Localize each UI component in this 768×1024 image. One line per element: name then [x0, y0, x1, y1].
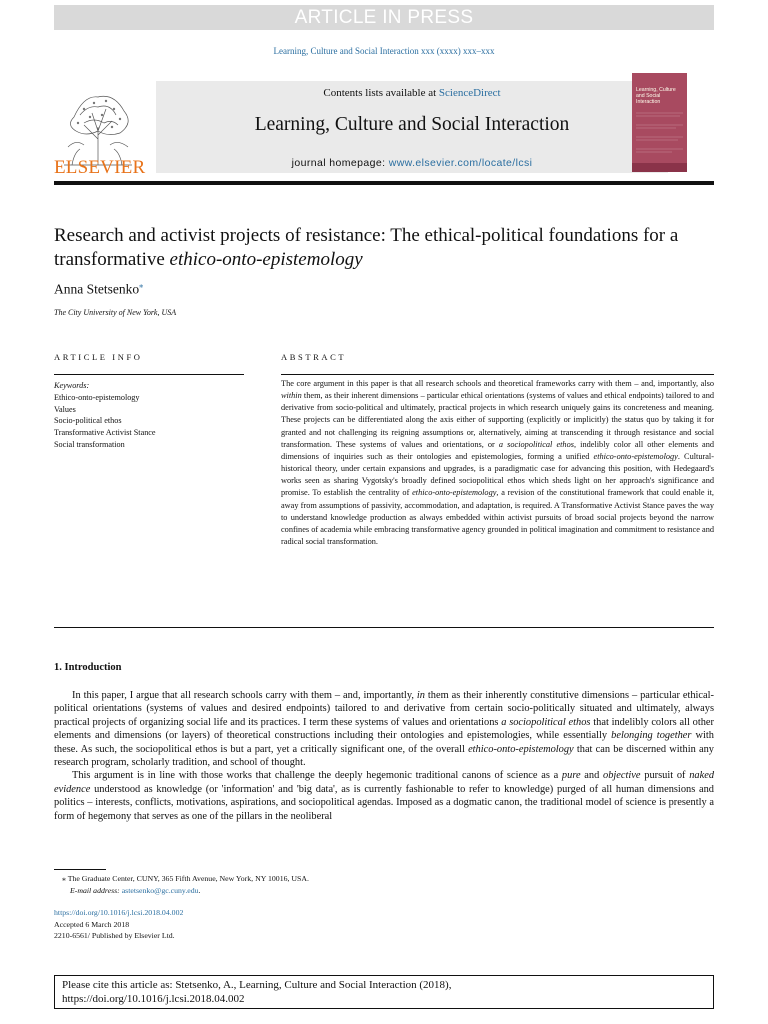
abstract-segment-text: them, as their inherent dimensions – particular ethical orientations (systems of values and ethical endpoints) tailored to and derivative from socio-political and ultimately, practical projects in which research uniquely gains its concreteness and meaning. These projects can be differentiated along the axis either of supporting (explicitly or implicitly) the status quo by taking it for granted and not challenging its reigning assumptions or, alternatively, aiming at transcending it through resistance and social transformation. These systems of values and orientations, or: [281, 391, 714, 449]
article-info-rule: [54, 374, 244, 375]
introduction-paragraph: [54, 769, 714, 823]
introduction-segment-italic: naked evidence: [54, 770, 715, 795]
contents-prefix: Contents lists available at: [323, 87, 439, 99]
introduction-segment-italic: objective: [603, 770, 641, 782]
introduction-segment-text: and: [580, 770, 604, 782]
introduction-paragraph: [54, 689, 714, 769]
article-title-main: Research and activist projects of resistance: The ethical-political foundations for a transformative: [54, 225, 679, 270]
journal-homepage: [156, 157, 668, 169]
abstract-rule: [281, 374, 714, 375]
journal-title-box: [156, 81, 668, 173]
keyword-item: Socio-political ethos: [54, 416, 122, 426]
homepage-prefix: journal homepage:: [291, 157, 389, 169]
introduction-segment-text: with these. As such, the sociopolitical ethos is but a part, yet a critically significant one, of the overall: [54, 730, 714, 755]
article-in-press-banner: ARTICLE IN PRESS: [54, 5, 714, 30]
abstract-segment-italic: ethico-onto-epistemology: [412, 488, 497, 498]
abstract-segment-text: , indelibly color all other elements and dimensions of inquiries such as their ontologies and epistemologies, forming a unified: [281, 439, 715, 461]
introduction-segment-text: In this paper, I argue that all research schools carry with them – and, importantly,: [72, 690, 417, 701]
email-label: E-mail address:: [70, 886, 120, 895]
elsevier-wordmark[interactable]: ELSEVIER: [54, 157, 146, 178]
abstract-segment-italic: a sociopolitical ethos: [498, 439, 574, 449]
abstract-segment-text: The core argument in this paper is that all research schools and theoretical frameworks carry with them – and, importantly, also: [281, 379, 714, 388]
introduction-segment-text: pursuit of: [640, 770, 690, 782]
introduction-segment-italic: ethico-onto-epistemology: [468, 743, 574, 755]
article-title: [54, 224, 694, 272]
introduction-segment-text: that indelibly colors all other elements and dimensions (or layers) of theoretical constructions including their ontologies and epistemologies, while essentially: [54, 716, 715, 742]
author-email-link[interactable]: astetsenko@gc.cuny.edu: [121, 886, 199, 895]
journal-title: Learning, Culture and Social Interaction: [254, 114, 570, 135]
abstract-bottom-rule: [54, 627, 714, 628]
introduction-segment-text: This argument is in line with those works that challenge the deeply hegemonic traditional canons of science as a: [72, 770, 562, 782]
footnote-address-line: [62, 873, 309, 885]
abstract-text: [281, 378, 714, 548]
keyword-item: Ethico-onto-epistemology: [54, 392, 140, 402]
abstract-segment-italic: ethico-onto-epistemology: [593, 451, 678, 461]
author-name[interactable]: [54, 281, 143, 298]
footnote-email-line: [62, 885, 309, 897]
citation-box: [54, 975, 714, 1009]
footnote-mark: ⁎: [62, 874, 66, 883]
cover-title: Learning, Culture and Social Interaction: [636, 87, 676, 105]
introduction-segment-text: understood as knowledge (or 'information' and 'big data', as is currently fashionable to refer to knowledge) purged of all human dimensions and politics – interests, conflicts, motivations, aspirations, and sociopolitical agendas. Imposed as a dogmatic canon, the traditional model of science is presently a form of hegemony that serves as one of the pillars in the neoliberal: [54, 783, 714, 822]
abstract-label: ABSTRACT: [281, 352, 347, 362]
citation-line-2[interactable]: https://doi.org/10.1016/j.lcsi.2018.04.002: [62, 993, 245, 1005]
keywords-list: [54, 380, 244, 451]
citation-line-1: Please cite this article as: Stetsenko, A., Learning, Culture and Social Interaction (2018),: [62, 979, 452, 991]
footnote-rule: [54, 869, 106, 870]
introduction-segment-italic: pure: [561, 770, 581, 782]
doi-block: [54, 907, 183, 942]
journal-reference-link[interactable]: Learning, Culture and Social Interaction xxx (xxxx) xxx–xxx: [273, 46, 495, 56]
introduction-segment-italic: belonging together: [611, 730, 692, 742]
homepage-link[interactable]: www.elsevier.com/locate/lcsi: [388, 157, 533, 169]
introduction-body: [54, 689, 714, 823]
section-heading-introduction: 1. Introduction: [54, 662, 122, 673]
abstract-segment-text: . Cultural-historical theory, under certain expansions and upgrades, is a paradigmatic case for advancing this position, with Hedegaard's works seen as sharing Vygotsky's broadly defined sociopolitical ethos which sheds light on her approach's significance and promise. To establish the centrality of: [281, 451, 714, 498]
abstract-segment-italic: within: [281, 391, 302, 401]
footnote-address: The Graduate Center, CUNY, 365 Fifth Avenue, New York, NY 10016, USA.: [65, 874, 309, 883]
journal-cover-thumbnail[interactable]: [632, 73, 687, 172]
introduction-segment-text: them as their inherently constitutive dimensions – particular ethical-political orientations (systems of values and desired endpoints) tailored to and derivative from certain socio-politically situated and ultimately, always practical projects of organizing social life and its practices. I term these systems of values and orientations: [54, 690, 714, 728]
article-info-label: ARTICLE INFO: [54, 352, 143, 362]
author-footnote-mark[interactable]: ⁎: [139, 281, 144, 290]
article-title-italic: ethico-onto-epistemology: [169, 249, 363, 270]
introduction-segment-italic: in: [416, 690, 425, 701]
issn-publisher: 2210-6561/ Published by Elsevier Ltd.: [54, 931, 175, 941]
doi-link[interactable]: https://doi.org/10.1016/j.lcsi.2018.04.002: [54, 908, 184, 917]
sciencedirect-link[interactable]: ScienceDirect: [438, 87, 501, 99]
abstract-segment-text: , a revision of the constitutional framework that could enable it, away from assumptions of passivity, accommodation, and adaptation, is required. A Transformative Activist Stance paves the way to understand knowledge production as always embedded within activist pursuits of broad social projects beyond the narrow confines of academia while embracing transformative agency grounded in political imagination and commitment to resistance and radical social transformation.: [281, 488, 714, 547]
keyword-item: Values: [54, 404, 76, 414]
keywords-heading: Keywords:: [54, 381, 90, 390]
author-footnote: [62, 873, 309, 897]
introduction-segment-italic: a sociopolitical ethos: [501, 716, 591, 728]
header-rule: [54, 181, 714, 185]
author-affiliation: The City University of New York, USA: [54, 308, 177, 317]
keyword-item: Social transformation: [54, 439, 125, 449]
introduction-segment-text: that can be discerned within any research program, scholarly tradition, and school of thought.: [54, 743, 714, 769]
contents-line: [156, 87, 668, 99]
journal-header: [54, 73, 714, 183]
email-end: .: [198, 886, 201, 895]
author-name-text: Anna Stetsenko: [54, 281, 140, 297]
accepted-date: Accepted 6 March 2018: [54, 919, 130, 929]
cover-pattern: [632, 73, 687, 172]
keyword-item: Transformative Activist Stance: [54, 428, 156, 438]
